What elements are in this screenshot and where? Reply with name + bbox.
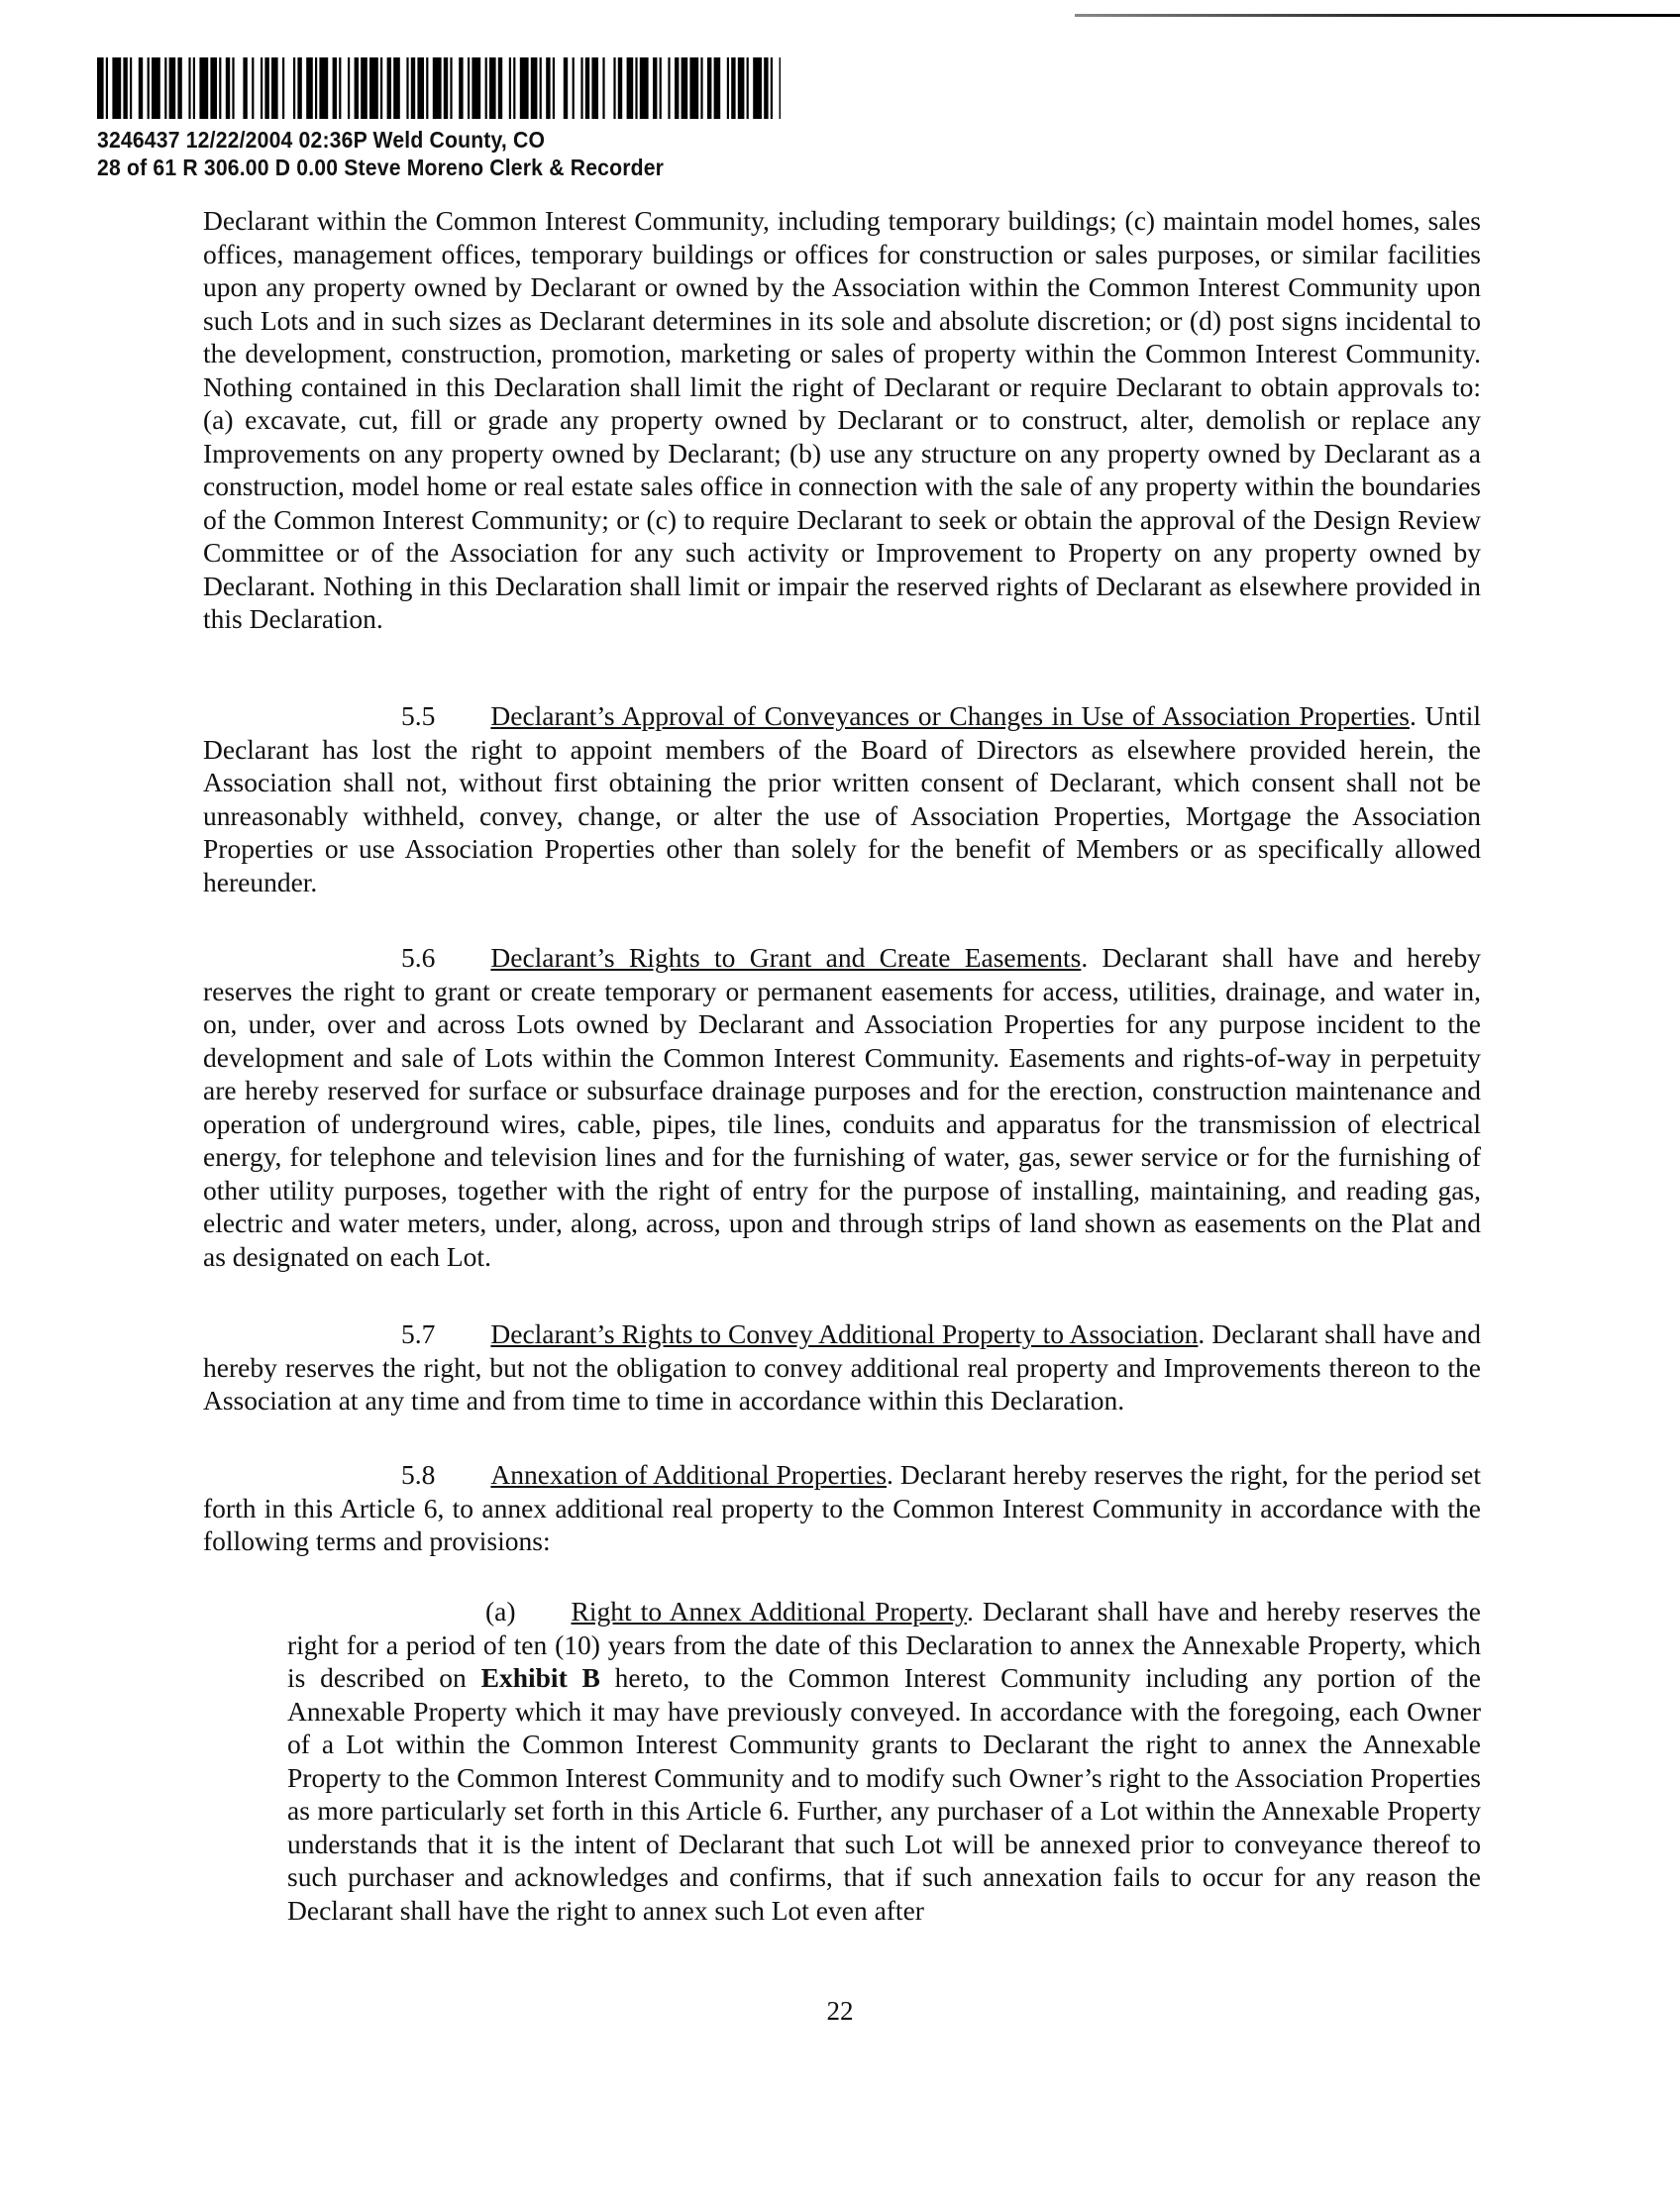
barcode-bar bbox=[361, 57, 368, 119]
barcode-bar bbox=[520, 57, 529, 119]
barcode-bar bbox=[585, 57, 589, 119]
barcode-bar bbox=[513, 57, 515, 119]
barcode-bar bbox=[417, 57, 424, 119]
barcode-bar bbox=[411, 57, 415, 119]
section-heading: Declarant’s Rights to Grant and Create Easements bbox=[490, 942, 1082, 973]
section-5-7 bbox=[203, 1317, 1481, 1417]
barcode-bar bbox=[689, 57, 698, 119]
barcode-bar bbox=[591, 57, 598, 119]
barcode-bar bbox=[148, 57, 150, 119]
subsection-heading: Right to Annex Additional Property bbox=[571, 1596, 967, 1627]
barcode-bar bbox=[540, 57, 542, 119]
barcode-bar bbox=[444, 57, 448, 119]
barcode-bar bbox=[406, 57, 408, 119]
barcode-bar bbox=[731, 57, 735, 119]
barcode-bar bbox=[580, 57, 582, 119]
barcode-bar bbox=[271, 57, 278, 119]
barcode-bar bbox=[380, 57, 382, 119]
barcode-bar bbox=[727, 57, 729, 119]
section-text: . Declarant hereby reserves the right, for the period set forth in this Article 6, to annex additional real property to the Common Interest Community in accordance with the following terms and provisions: bbox=[203, 1459, 1481, 1556]
barcode-bar bbox=[472, 57, 480, 119]
barcode-bar bbox=[226, 57, 230, 119]
barcode-bar bbox=[188, 57, 190, 119]
barcode-bar bbox=[139, 57, 143, 119]
barcode-bar bbox=[152, 57, 160, 119]
barcode-bar bbox=[97, 57, 104, 119]
continuation-paragraph: Declarant within the Common Interest Community, including temporary buildings; (c) maintain model homes, sales offices, management offices, temporary buildings or offices for construction or sales purposes, or similar facilities upon any property owned by Declarant or owned by the Association within the Common Interest Community upon such Lots and in such sizes as Declarant determines in its sole and absolute discretion; or (d) post signs incidental to the development, construction, promotion, marketing or sales of property within the Common Interest Community. Nothing contained in this Declaration shall limit the right of Declarant or require Declarant to obtain approvals to: (a) excavate, cut, fill or grade any property owned by Declarant or to construct, alter, demolish or replace any Improvements on any property owned by Declarant; (b) use any structure on any property owned by Declarant as a construction, model home or real estate sales office in connection with the sale of any property within the boundaries of the Common Interest Community; or (c) to require Declarant to seek or obtain the approval of the Design Review Committee or of the Association for any such activity or Improvement to Property on any property owned by Declarant. Nothing in this Declaration shall limit or impair the reserved rights of Declarant as elsewhere provided in this Declaration. bbox=[203, 205, 1481, 634]
section-text: . Until Declarant has lost the right to appoint members of the Board of Directors as elsewhere provided herein, the Association shall not, without first obtaining the prior written consent of Declarant, which consent shall not be unreasonably withheld, convey, change, or alter the use of Association Properties, Mortgage the Association Properties or use Association Properties other than solely for the benefit of Members or as specifically allowed hereunder. bbox=[203, 700, 1481, 897]
section-5-6 bbox=[203, 941, 1481, 1273]
barcode-bar bbox=[243, 57, 247, 119]
barcode-bar bbox=[264, 57, 268, 119]
barcode-bar bbox=[573, 57, 575, 119]
barcode-bar bbox=[613, 57, 615, 119]
barcode-bar bbox=[130, 57, 132, 119]
barcode-bar bbox=[210, 57, 217, 119]
barcode-bar bbox=[426, 57, 428, 119]
barcode-bar bbox=[293, 57, 295, 119]
barcode-bar bbox=[498, 57, 502, 119]
scan-artifact-line bbox=[1075, 14, 1680, 17]
barcode-bar bbox=[627, 57, 634, 119]
barcode-bar bbox=[668, 57, 670, 119]
barcode-bar bbox=[319, 57, 328, 119]
page-number: 22 bbox=[826, 1996, 854, 2026]
barcode-bar bbox=[753, 57, 762, 119]
barcode-bar bbox=[199, 57, 208, 119]
barcode-bar bbox=[339, 57, 341, 119]
barcode-bar bbox=[252, 57, 254, 119]
barcode-bar bbox=[355, 57, 359, 119]
barcode-bar bbox=[489, 57, 496, 119]
subsection-text-before: . Declarant shall have and hereby reserves the right for a period of ten (10) years from the date of this Declaration to annex the Annexable Property, which is described on bbox=[287, 1596, 1482, 1693]
subsection-letter: (a) bbox=[485, 1596, 516, 1627]
barcode-bar bbox=[780, 57, 781, 119]
barcode-bar bbox=[618, 57, 622, 119]
barcode-bar bbox=[747, 57, 749, 119]
barcode-bar bbox=[675, 57, 679, 119]
barcode-bar bbox=[282, 57, 284, 119]
barcode-bar bbox=[459, 57, 463, 119]
barcode-bar bbox=[169, 57, 176, 119]
barcode-bar bbox=[164, 57, 166, 119]
barcode-bar bbox=[707, 57, 711, 119]
subsection-text-after: hereto, to the Common Interest Community including any portion of the Annexable Property which it may have previously conveyed. In accordance with the foregoing, each Owner of a Lot within the Common Interest Community grants to Declarant the right to annex the Annexable Property to the Common Interest Community and to modify such Owner’s right to the Association Properties as more particularly set forth in this Article 6. Further, any purchaser of a Lot within the Annexable Property understands that it is the intent of Declarant that such Lot will be annexed prior to conveyance thereof to such purchaser and acknowledges and confirms, that if such annexation fails to occur for any reason the Declarant shall have the right to annex such Lot even after bbox=[287, 1662, 1481, 1926]
barcode-bar bbox=[123, 57, 127, 119]
barcode-bar bbox=[219, 57, 221, 119]
subsection-5-8-a bbox=[287, 1595, 1481, 1927]
exhibit-reference: Exhibit B bbox=[480, 1662, 600, 1693]
section-heading: Declarant’s Rights to Convey Additional Property to Association bbox=[490, 1318, 1199, 1349]
section-5-8 bbox=[203, 1458, 1481, 1558]
barcode-bar bbox=[315, 57, 317, 119]
barcode-bar bbox=[261, 57, 262, 119]
barcode-bar bbox=[714, 57, 721, 119]
barcode-bar bbox=[602, 57, 604, 119]
barcode-bar bbox=[653, 57, 657, 119]
section-number: 5.6 bbox=[401, 942, 436, 973]
barcode-bar bbox=[450, 57, 452, 119]
section-5-5 bbox=[203, 699, 1481, 898]
barcode-bar bbox=[433, 57, 442, 119]
section-number: 5.7 bbox=[401, 1318, 436, 1349]
barcode-bar bbox=[700, 57, 702, 119]
barcode-bar bbox=[232, 57, 234, 119]
recording-info-line-1: 3246437 12/22/2004 02:36P Weld County, CO bbox=[97, 127, 546, 153]
barcode-bar bbox=[112, 57, 121, 119]
section-number: 5.5 bbox=[401, 700, 436, 731]
barcode-bar bbox=[306, 57, 313, 119]
section-number: 5.8 bbox=[401, 1459, 436, 1490]
section-heading: Annexation of Additional Properties bbox=[490, 1459, 888, 1490]
barcode-bar bbox=[531, 57, 538, 119]
barcode-bar bbox=[738, 57, 745, 119]
barcode-bar bbox=[348, 57, 350, 119]
barcode bbox=[97, 57, 781, 119]
barcode-bar bbox=[771, 57, 773, 119]
recording-info-line-2: 28 of 61 R 306.00 D 0.00 Steve Moreno Clerk & Recorder bbox=[97, 155, 665, 180]
section-text: . Declarant shall have and hereby reserves the right to grant or create temporary or permanent easements for access, utilities, drainage, and water in, on, under, over and across Lots owned by Declarant and Association Properties for any purpose incident to the development and sale of Lots within the Common Interest Community. Easements and rights-of-way in perpetuity are hereby reserved for surface or subsurface drainage purposes and for the erection, construction maintenance and operation of underground wires, cable, pipes, tile lines, conduits and apparatus for the transmission of electrical energy, for telephone and television lines and for the furnishing of water, gas, sewer service or for the furnishing of other utility purposes, together with the right of entry for the purpose of installing, maintaining, and reading gas, electric and water meters, under, along, across, upon and through strips of land shown as easements on the Plat and as designated on each Lot. bbox=[203, 942, 1482, 1272]
barcode-bar bbox=[106, 57, 108, 119]
barcode-bar bbox=[553, 57, 555, 119]
barcode-bar bbox=[297, 57, 301, 119]
barcode-bar bbox=[485, 57, 487, 119]
barcode-bar bbox=[393, 57, 400, 119]
barcode-bar bbox=[660, 57, 662, 119]
barcode-bar bbox=[640, 57, 649, 119]
barcode-bar bbox=[193, 57, 195, 119]
barcode-bar bbox=[509, 57, 511, 119]
barcode-bar bbox=[546, 57, 550, 119]
section-heading: Declarant’s Approval of Conveyances or Changes in Use of Association Properties bbox=[490, 700, 1410, 731]
barcode-bar bbox=[764, 57, 768, 119]
barcode-bar bbox=[177, 57, 181, 119]
barcode-bar bbox=[333, 57, 337, 119]
barcode-bar bbox=[635, 57, 637, 119]
barcode-bar bbox=[564, 57, 568, 119]
barcode-bar bbox=[468, 57, 470, 119]
barcode-bar bbox=[682, 57, 688, 119]
barcode-bar bbox=[387, 57, 391, 119]
section-text: . Declarant shall have and hereby reserves the right, but not the obligation to convey additional real property and Improvements thereon to the Association at any time and from time to time in accordance within this Declaration. bbox=[203, 1318, 1481, 1416]
barcode-bar bbox=[369, 57, 378, 119]
